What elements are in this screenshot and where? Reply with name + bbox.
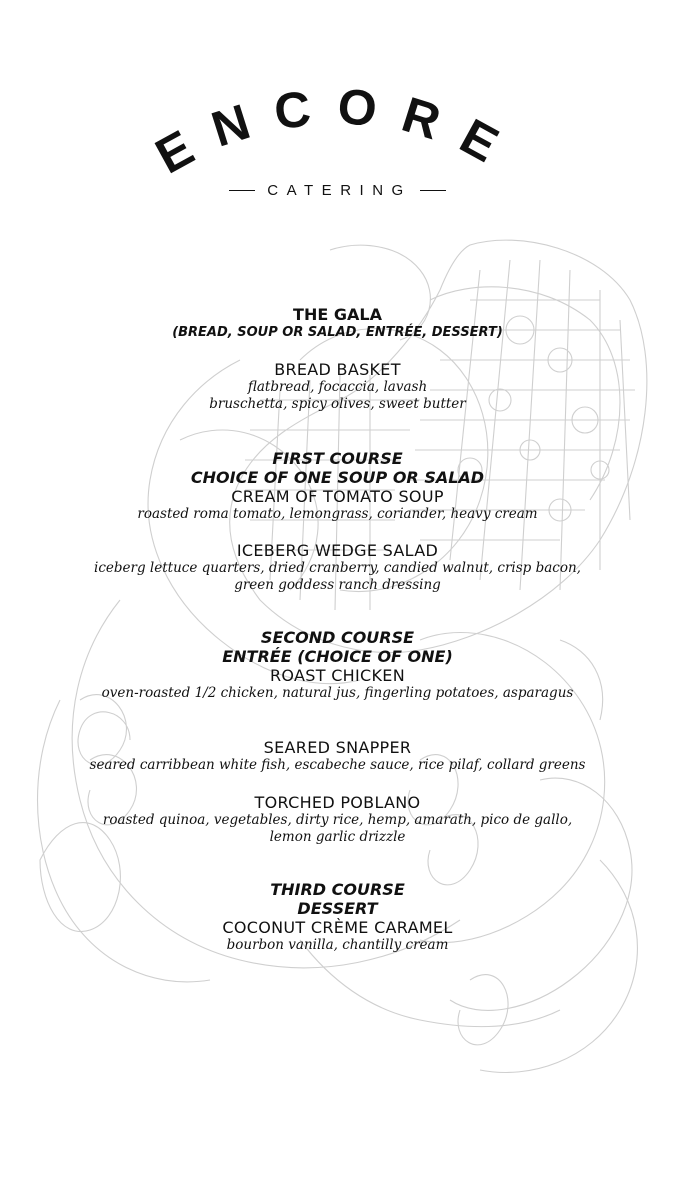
second-course-snapper [0, 738, 675, 774]
dish-name: ROAST CHICKEN [270, 666, 405, 685]
logo-wordmark: ENCORE [146, 77, 529, 185]
third-course [0, 880, 675, 954]
dish-name: ICEBERG WEDGE SALAD [236, 541, 439, 560]
dish-name: SEARED SNAPPER [263, 738, 412, 757]
course-subtitle: CHOICE OF ONE SOUP OR SALAD [190, 468, 485, 487]
dish-desc-line: roasted quinoa, vegetables, dirty rice, hemp, amarath, pico de gallo, [102, 812, 573, 828]
course-title: SECOND COURSE [260, 628, 415, 647]
menu-subtitle: (BREAD, SOUP OR SALAD, ENTRÉE, DESSERT) [172, 325, 503, 340]
first-course-salad [0, 541, 675, 594]
course-subtitle: ENTRÉE (CHOICE OF ONE) [222, 647, 453, 666]
dish-desc-line: bourbon vanilla, chantilly cream [226, 937, 449, 953]
second-course-poblano [0, 793, 675, 846]
bread-basket [0, 360, 675, 413]
dish-desc-line: green goddess ranch dressing [234, 577, 441, 593]
logo-subtitle: CATERING [267, 182, 412, 199]
dish-name: TORCHED POBLANO [254, 793, 421, 812]
first-course [0, 449, 675, 523]
dish-name: BREAD BASKET [274, 360, 401, 379]
dish-desc-line: lemon garlic drizzle [269, 829, 406, 845]
course-title: FIRST COURSE [272, 449, 403, 468]
menu-header [0, 305, 675, 341]
dish-name: COCONUT CRÈME CARAMEL [222, 918, 453, 937]
dish-desc-line: iceberg lettuce quarters, dried cranberry, candied walnut, crisp bacon, [94, 560, 581, 576]
dish-name: CREAM OF TOMATO SOUP [231, 487, 444, 506]
subtitle-rule-right [420, 190, 446, 192]
logo-subtitle-row [0, 182, 675, 199]
subtitle-rule-left [229, 190, 255, 192]
menu-title: THE GALA [293, 305, 382, 324]
dish-desc-line: seared carribbean white fish, escabeche sauce, rice pilaf, collard greens [89, 757, 586, 773]
dish-desc-line: oven-roasted 1/2 chicken, natural jus, fingerling potatoes, asparagus [101, 685, 574, 701]
dish-desc-line: flatbread, focaccia, lavash [247, 379, 428, 395]
dish-desc-line: bruschetta, spicy olives, sweet butter [209, 396, 466, 412]
dish-desc-line: roasted roma tomato, lemongrass, coriander, heavy cream [137, 506, 538, 522]
course-subtitle: DESSERT [297, 899, 378, 918]
course-title: THIRD COURSE [270, 880, 405, 899]
second-course [0, 628, 675, 702]
